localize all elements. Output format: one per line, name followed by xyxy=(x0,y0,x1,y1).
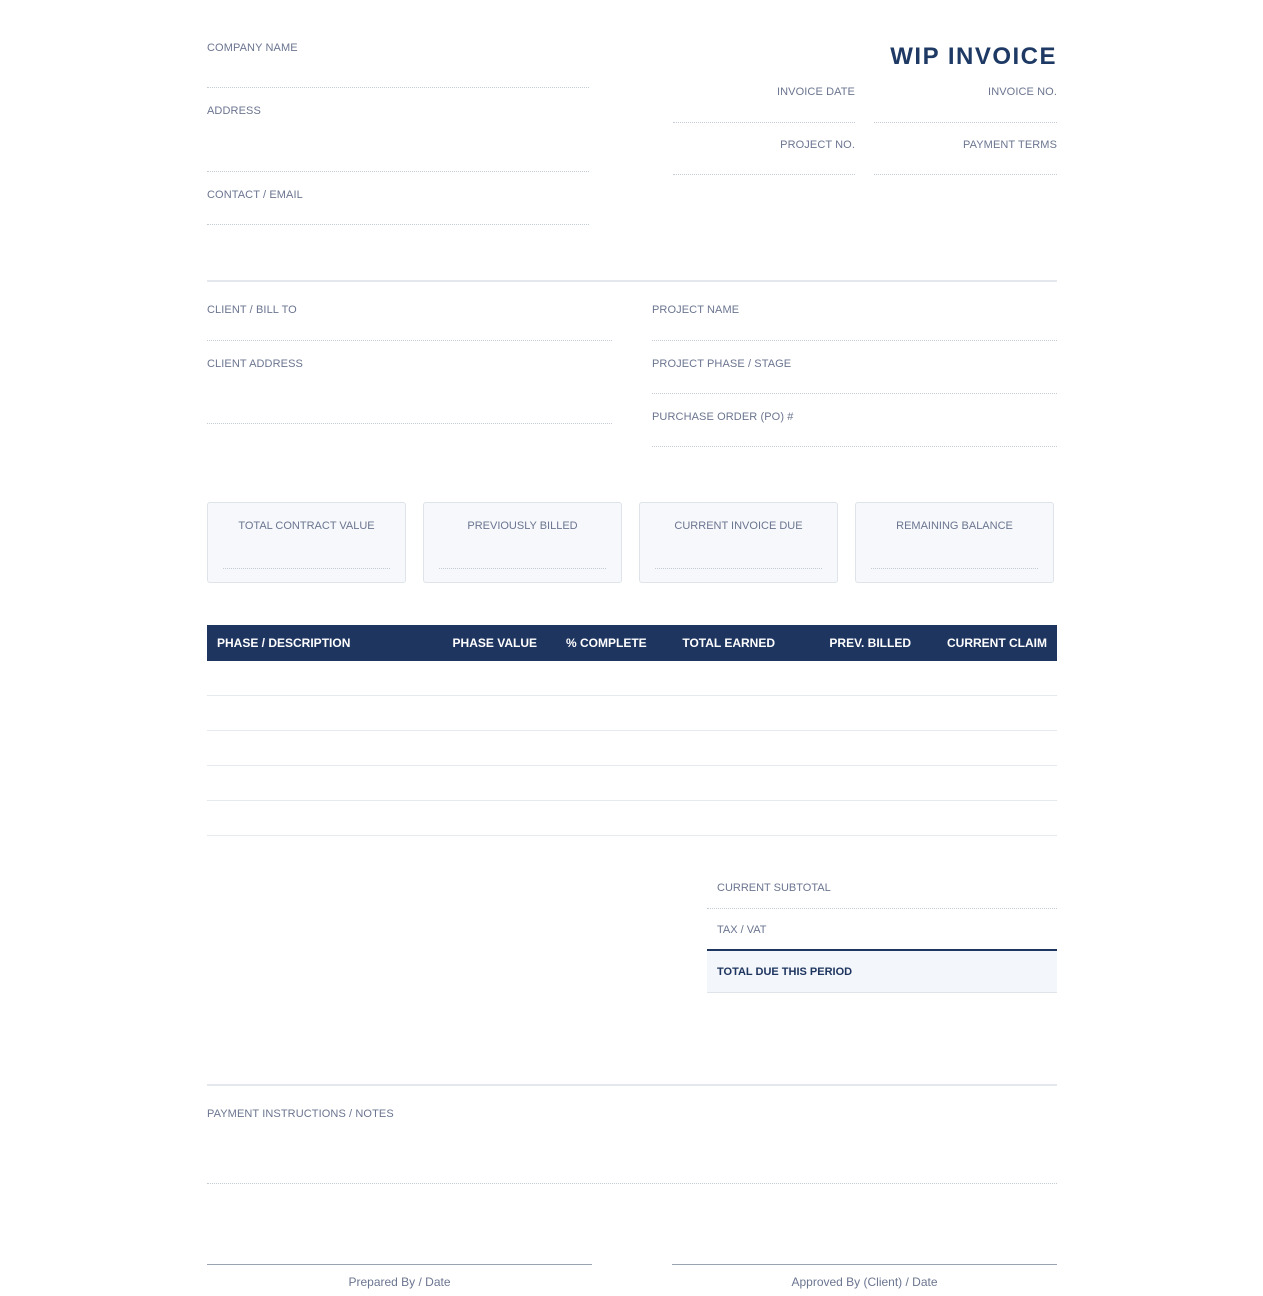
po-number-label: PURCHASE ORDER (PO) # xyxy=(652,411,794,423)
contact-email-field[interactable] xyxy=(207,224,589,225)
address-label: ADDRESS xyxy=(207,105,261,117)
card-value-field[interactable] xyxy=(655,568,822,569)
card-value-field[interactable] xyxy=(439,568,606,569)
invoice-title: WIP INVOICE xyxy=(890,43,1057,70)
notes-divider xyxy=(207,1084,1057,1086)
client-address-label: CLIENT ADDRESS xyxy=(207,358,303,370)
po-number-field[interactable] xyxy=(652,446,1057,447)
approved-signature-line[interactable] xyxy=(672,1264,1057,1265)
project-phase-label: PROJECT PHASE / STAGE xyxy=(652,358,792,370)
project-phase-field[interactable] xyxy=(652,393,1057,394)
current-subtotal-field[interactable] xyxy=(707,908,1057,909)
card-label: TOTAL CONTRACT VALUE xyxy=(238,520,375,532)
total-due-row xyxy=(707,949,1057,993)
client-bill-to-field[interactable] xyxy=(207,340,612,341)
project-name-label: PROJECT NAME xyxy=(652,304,740,316)
payment-instructions-label: PAYMENT INSTRUCTIONS / NOTES xyxy=(207,1108,394,1120)
invoice-no-field[interactable] xyxy=(874,122,1057,123)
address-field[interactable] xyxy=(207,171,589,172)
header-divider xyxy=(207,280,1057,282)
company-name-label: COMPANY NAME xyxy=(207,42,298,54)
payment-terms-label: PAYMENT TERMS xyxy=(963,139,1057,151)
project-no-label: PROJECT NO. xyxy=(780,139,855,151)
card-value-field[interactable] xyxy=(223,568,390,569)
table-row[interactable] xyxy=(207,731,1057,766)
total-contract-value-card xyxy=(207,502,406,583)
invoice-no-label: INVOICE NO. xyxy=(988,86,1057,98)
contact-email-label: CONTACT / EMAIL xyxy=(207,189,303,201)
prepared-by-caption: Prepared By / Date xyxy=(348,1275,451,1289)
payment-terms-field[interactable] xyxy=(874,174,1057,175)
table-row[interactable] xyxy=(207,766,1057,801)
col-phase-value: PHASE VALUE xyxy=(452,636,537,650)
payment-instructions-field[interactable] xyxy=(207,1183,1057,1184)
card-label: PREVIOUSLY BILLED xyxy=(467,520,578,532)
col-total-earned: TOTAL EARNED xyxy=(682,636,775,650)
prepared-signature-line[interactable] xyxy=(207,1264,592,1265)
card-label: CURRENT INVOICE DUE xyxy=(674,520,803,532)
project-name-field[interactable] xyxy=(652,340,1057,341)
table-row[interactable] xyxy=(207,696,1057,731)
company-name-field[interactable] xyxy=(207,87,589,88)
col-prev-billed: PREV. BILLED xyxy=(829,636,911,650)
card-label: REMAINING BALANCE xyxy=(896,520,1013,532)
total-due-label: TOTAL DUE THIS PERIOD xyxy=(717,966,853,978)
approved-by-caption: Approved By (Client) / Date xyxy=(791,1275,938,1289)
invoice-date-label: INVOICE DATE xyxy=(776,86,855,98)
current-invoice-due-card xyxy=(639,502,838,583)
table-header xyxy=(207,625,1057,661)
col-phase-description: PHASE / DESCRIPTION xyxy=(217,636,351,650)
col-percent-complete: % COMPLETE xyxy=(566,636,647,650)
previously-billed-card xyxy=(423,502,622,583)
table-row[interactable] xyxy=(207,661,1057,696)
invoice-date-field[interactable] xyxy=(673,122,855,123)
client-bill-to-label: CLIENT / BILL TO xyxy=(207,304,297,316)
project-no-field[interactable] xyxy=(673,174,855,175)
table-row[interactable] xyxy=(207,801,1057,836)
client-address-field[interactable] xyxy=(207,423,612,424)
tax-vat-label: TAX / VAT xyxy=(717,924,767,936)
card-value-field[interactable] xyxy=(871,568,1038,569)
col-current-claim: CURRENT CLAIM xyxy=(947,636,1047,650)
remaining-balance-card xyxy=(855,502,1054,583)
current-subtotal-label: CURRENT SUBTOTAL xyxy=(717,882,831,894)
